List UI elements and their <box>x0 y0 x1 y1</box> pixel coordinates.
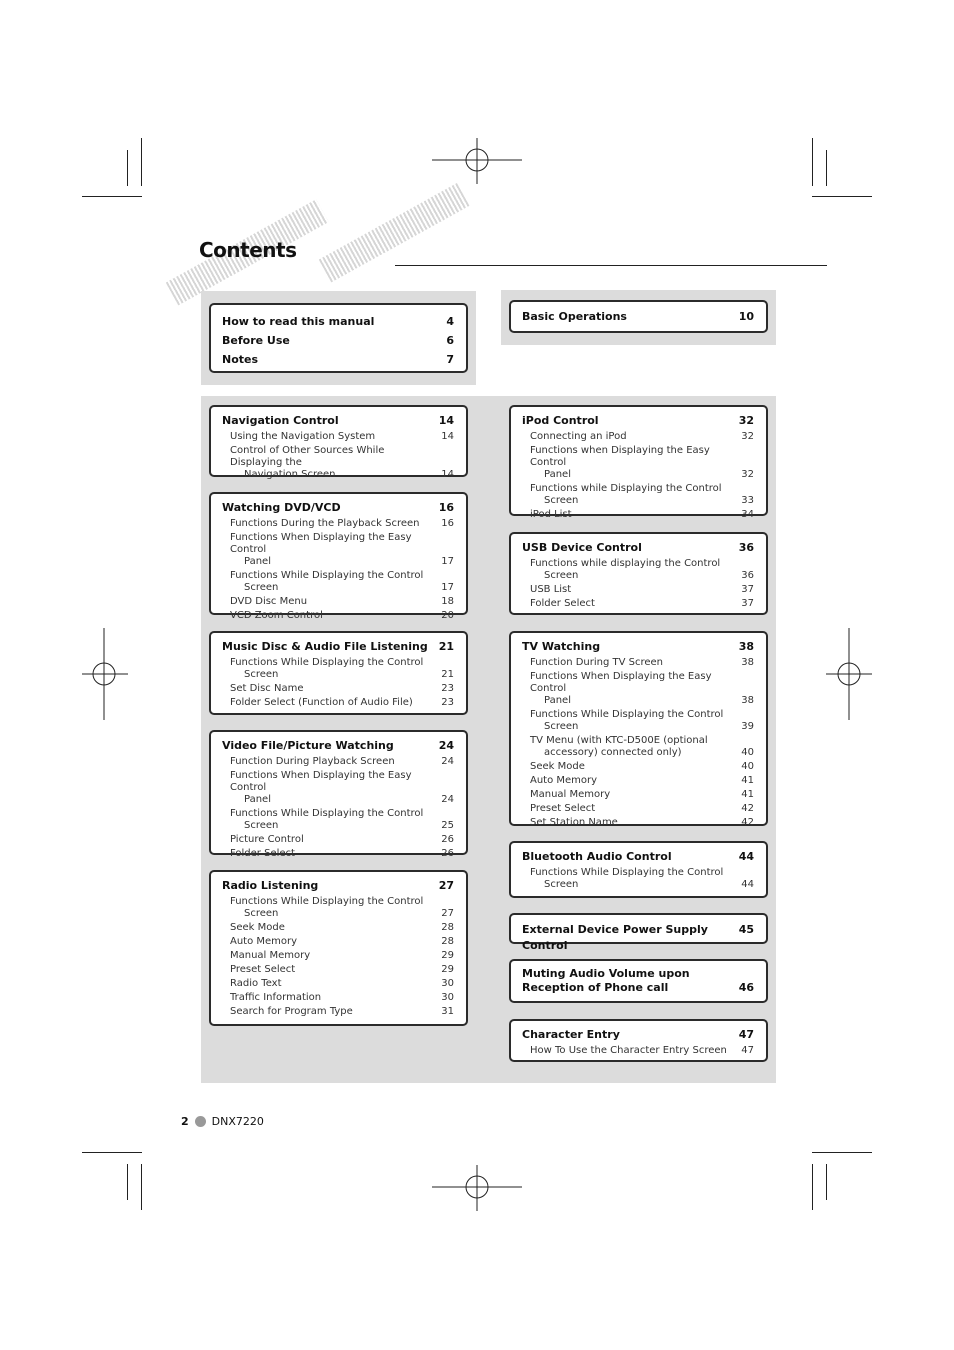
toc-subentry-page: 24 <box>441 756 454 767</box>
toc-subentry[interactable] <box>222 431 454 443</box>
toc-section-heading[interactable] <box>222 413 454 429</box>
crop-mark <box>812 1164 813 1210</box>
toc-subentry[interactable] <box>222 950 454 962</box>
toc-subentry-title <box>230 992 438 1004</box>
toc-subentry-page: 42 <box>741 817 754 828</box>
toc-subentry[interactable] <box>522 775 754 787</box>
toc-subentry-page: 41 <box>741 775 754 786</box>
toc-subentry[interactable] <box>222 518 454 530</box>
toc-section-page: 32 <box>738 414 754 427</box>
toc-subentry-line: iPod List <box>530 509 572 520</box>
toc-subentry-title <box>530 671 738 707</box>
toc-subentry-line: Search for Program Type <box>230 1006 353 1017</box>
toc-section-page: 47 <box>738 1028 754 1041</box>
toc-section-box <box>209 631 468 715</box>
toc-subentry[interactable] <box>222 808 454 832</box>
toc-subentry-title <box>530 1045 738 1057</box>
toc-subentry-title <box>530 789 738 801</box>
toc-subentry-line: Panel <box>544 469 571 480</box>
toc-intro-box <box>209 303 468 373</box>
toc-section-box <box>509 913 768 952</box>
toc-subentry-title <box>530 445 738 481</box>
title-rule <box>395 265 827 266</box>
toc-subentry[interactable] <box>522 671 754 707</box>
toc-subentry-line: Functions While Displaying the Control <box>230 808 424 819</box>
toc-subentry-title <box>230 518 438 530</box>
toc-subentry-page: 38 <box>741 657 754 668</box>
crop-mark <box>826 150 827 186</box>
crop-mark <box>141 1164 142 1210</box>
toc-section-heading[interactable] <box>222 500 454 516</box>
toc-subentry-line: Screen <box>544 721 579 732</box>
toc-entry[interactable] <box>522 307 754 326</box>
toc-section-heading[interactable] <box>522 967 754 995</box>
toc-subentry-title <box>230 950 438 962</box>
toc-subentry-title <box>530 775 738 787</box>
toc-subentry[interactable] <box>522 558 754 582</box>
toc-subentry-line: Auto Memory <box>530 775 598 786</box>
toc-subentry[interactable] <box>522 1045 754 1057</box>
toc-subentry-title <box>230 964 438 976</box>
toc-subentry[interactable] <box>222 657 454 681</box>
toc-subentry-page: 14 <box>441 469 454 480</box>
toc-subentry-line: Functions While Displaying the Control <box>530 709 724 720</box>
toc-subentry-line: Functions During the Playback Screen <box>230 518 420 529</box>
toc-subentry[interactable] <box>222 964 454 976</box>
toc-section-title: Bluetooth Audio Control <box>522 850 672 863</box>
toc-subentry-title <box>530 558 738 582</box>
toc-subentry-line: Preset Select <box>230 964 296 975</box>
registration-mark-icon <box>826 628 872 720</box>
toc-section-title: Watching DVD/VCD <box>222 501 341 514</box>
toc-section-heading[interactable] <box>222 738 454 754</box>
toc-subentry-page: 14 <box>441 431 454 442</box>
toc-section-page: 14 <box>438 414 454 427</box>
toc-subentry-title <box>230 570 438 594</box>
toc-section-box <box>509 532 768 615</box>
toc-section-title: iPod Control <box>522 414 599 427</box>
toc-section-box <box>509 631 768 826</box>
toc-section-box <box>209 870 468 1026</box>
toc-subentry-line: Seek Mode <box>530 761 585 772</box>
toc-subentry-line: Function During TV Screen <box>530 657 664 668</box>
toc-section-heading[interactable] <box>522 639 754 655</box>
toc-subentry[interactable] <box>222 978 454 990</box>
toc-subentry[interactable] <box>222 922 454 934</box>
toc-subentry-line: Traffic Information <box>230 992 322 1003</box>
toc-subentry-page: 25 <box>441 820 454 831</box>
crop-mark <box>826 1164 827 1200</box>
toc-subentry-page: 28 <box>441 922 454 933</box>
toc-subentry-line: Functions while Displaying the Control <box>530 483 722 494</box>
toc-subentry-page: 24 <box>441 794 454 805</box>
toc-subentry-title <box>530 509 738 521</box>
toc-subentry-page: 36 <box>741 570 754 581</box>
toc-subentry-title <box>230 834 438 846</box>
toc-section-box <box>509 959 768 1003</box>
toc-subentry-line: Connecting an iPod <box>530 431 627 442</box>
toc-subentry-page: 32 <box>741 431 754 442</box>
toc-subentry-title <box>230 532 438 568</box>
toc-subentry-page: 26 <box>441 848 454 859</box>
toc-subentry-page: 33 <box>741 495 754 506</box>
toc-section-title: Navigation Control <box>222 414 339 427</box>
toc-subentry-title <box>530 709 738 733</box>
toc-subentry[interactable] <box>522 709 754 733</box>
toc-section-box <box>209 730 468 859</box>
toc-subentry-title <box>230 657 438 681</box>
toc-subentry-page: 39 <box>741 721 754 732</box>
toc-subentry[interactable] <box>222 896 454 920</box>
toc-subentry-title <box>230 697 438 709</box>
toc-entry-page: 7 <box>446 353 454 366</box>
toc-subentry-line: Panel <box>244 556 271 567</box>
toc-subentry[interactable] <box>222 570 454 594</box>
toc-subentry-page: 27 <box>441 908 454 919</box>
toc-subentry-page: 40 <box>741 747 754 758</box>
toc-section-heading[interactable] <box>522 413 754 429</box>
toc-subentry-page: 37 <box>741 584 754 595</box>
toc-subentry[interactable] <box>222 445 454 481</box>
toc-subentry-page: 29 <box>441 964 454 975</box>
toc-subentry-line: Functions While Displaying the Control <box>230 570 424 581</box>
toc-subentry[interactable] <box>522 445 754 481</box>
toc-subentry-page: 23 <box>441 683 454 694</box>
toc-section-title: Radio Listening <box>222 879 319 892</box>
toc-subentry-line: Panel <box>244 794 271 805</box>
toc-section-title: Video File/Picture Watching <box>222 739 394 752</box>
toc-entry-page: 10 <box>738 310 754 323</box>
toc-section-title: USB Device Control <box>522 541 642 554</box>
toc-subentry-title <box>530 584 738 596</box>
toc-subentry-line: Functions when Displaying the Easy Control <box>530 445 710 468</box>
toc-entry[interactable] <box>222 312 454 331</box>
toc-subentry-title <box>230 610 438 622</box>
toc-subentry-line: TV Menu (with KTC-D500E (optional <box>530 735 708 746</box>
toc-entry[interactable] <box>222 350 454 369</box>
toc-subentry-page: 41 <box>741 789 754 800</box>
toc-subentry-line: Functions While Displaying the Control <box>530 867 724 878</box>
toc-subentry-title <box>230 922 438 934</box>
toc-subentry-line: Panel <box>544 695 571 706</box>
toc-subentry-line: Folder Select <box>530 598 595 609</box>
crop-mark <box>812 1152 872 1153</box>
toc-entry-page: 4 <box>446 315 454 328</box>
toc-section-heading[interactable] <box>522 540 754 556</box>
toc-subentry-page: 26 <box>441 834 454 845</box>
toc-section-title: TV Watching <box>522 640 601 653</box>
toc-subentry-line: Functions When Displaying the Easy Control <box>530 671 712 694</box>
toc-subentry-page: 18 <box>441 596 454 607</box>
toc-subentry-title <box>530 431 738 443</box>
toc-subentry[interactable] <box>522 803 754 815</box>
toc-subentry-line: Using the Navigation System <box>230 431 376 442</box>
toc-subentry[interactable] <box>222 532 454 568</box>
toc-subentry[interactable] <box>222 610 454 622</box>
toc-subentry[interactable] <box>222 992 454 1004</box>
toc-subentry[interactable] <box>222 683 454 695</box>
toc-subentry-line: Functions When Displaying the Easy Control <box>230 770 412 793</box>
toc-section-page: 24 <box>438 739 454 752</box>
toc-subentry-line: Seek Mode <box>230 922 285 933</box>
toc-subentry-title <box>530 483 738 507</box>
toc-subentry-page: 40 <box>741 761 754 772</box>
toc-subentry-line: Functions While Displaying the Control <box>230 657 424 668</box>
crop-mark <box>812 138 813 186</box>
toc-section-page: 38 <box>738 640 754 653</box>
toc-subentry-title <box>230 848 438 860</box>
toc-subentry-line: Auto Memory <box>230 936 298 947</box>
toc-section-page: 21 <box>438 640 454 653</box>
toc-subentry-page: 38 <box>741 695 754 706</box>
toc-subentry-line: Screen <box>244 582 279 593</box>
toc-section-title: Muting Audio Volume upon Reception of Phone call <box>522 967 690 994</box>
toc-subentry-title <box>230 445 438 481</box>
page-footer <box>181 1115 264 1128</box>
toc-subentry-line: Functions When Displaying the Easy Control <box>230 532 412 555</box>
toc-subentry-title <box>230 936 438 948</box>
toc-subentry-title <box>230 770 438 806</box>
toc-section-title: Music Disc & Audio File Listening <box>222 640 428 653</box>
registration-mark-icon <box>430 138 524 184</box>
toc-subentry-page: 42 <box>741 803 754 814</box>
toc-subentry-line: Functions while displaying the Control <box>530 558 721 569</box>
toc-subentry-page: 31 <box>441 1006 454 1017</box>
toc-subentry-page: 30 <box>441 992 454 1003</box>
toc-subentry[interactable] <box>522 598 754 610</box>
toc-subentry-line: Radio Text <box>230 978 282 989</box>
toc-section-box <box>209 405 468 480</box>
toc-subentry-line: DVD Disc Menu <box>230 596 308 607</box>
toc-subentry-title <box>530 817 738 829</box>
toc-subentry[interactable] <box>222 834 454 846</box>
toc-subentry-page: 21 <box>441 669 454 680</box>
toc-subentry[interactable] <box>522 657 754 669</box>
toc-subentry-title <box>230 683 438 695</box>
toc-section-page: 36 <box>738 541 754 554</box>
toc-subentry[interactable] <box>222 1006 454 1018</box>
toc-section-page: 27 <box>438 879 454 892</box>
page-title: Contents <box>199 238 297 262</box>
toc-section-box <box>509 405 768 520</box>
toc-subentry-line: Folder Select <box>230 848 295 859</box>
toc-subentry-line: Screen <box>244 908 279 919</box>
toc-section-heading[interactable] <box>522 922 754 954</box>
toc-section-box <box>209 492 468 621</box>
toc-section-heading[interactable] <box>222 639 454 655</box>
toc-subentry-page: 23 <box>441 697 454 708</box>
toc-subentry-line: Picture Control <box>230 834 304 845</box>
toc-subentry[interactable] <box>522 483 754 507</box>
toc-subentry-line: Screen <box>544 570 579 581</box>
toc-subentry-title <box>230 596 438 608</box>
toc-subentry-line: Control of Other Sources While Displaying the <box>230 445 385 468</box>
toc-subentry-line: Set Station Name <box>530 817 618 828</box>
toc-subentry-line: Screen <box>544 879 579 890</box>
crop-mark <box>127 1164 128 1200</box>
toc-entry-title: How to read this manual <box>222 315 375 328</box>
crop-mark <box>82 196 142 197</box>
toc-subentry[interactable] <box>522 735 754 759</box>
toc-entry-title: Basic Operations <box>522 310 627 323</box>
toc-subentry-title <box>530 657 738 669</box>
toc-subentry[interactable] <box>522 867 754 891</box>
toc-subentry-line: Screen <box>244 820 279 831</box>
toc-subentry-line: Function During Playback Screen <box>230 756 395 767</box>
toc-subentry-title <box>530 735 738 759</box>
toc-section-page: 45 <box>738 923 754 936</box>
crop-mark <box>141 138 142 186</box>
toc-subentry-page: 28 <box>441 936 454 947</box>
decorative-stripe <box>319 183 470 282</box>
toc-subentry-line: How To Use the Character Entry Screen <box>530 1045 727 1056</box>
toc-subentry[interactable] <box>522 584 754 596</box>
toc-section-page: 46 <box>738 981 754 994</box>
crop-mark <box>812 196 872 197</box>
toc-subentry-title <box>230 896 438 920</box>
toc-subentry-line: USB List <box>530 584 572 595</box>
toc-subentry-title <box>530 867 738 891</box>
toc-subentry[interactable] <box>222 697 454 709</box>
toc-subentry-page: 34 <box>741 509 754 520</box>
model-name: DNX7220 <box>211 1115 264 1128</box>
toc-section-heading[interactable] <box>522 849 754 865</box>
toc-section-heading[interactable] <box>222 878 454 894</box>
toc-subentry-page: 17 <box>441 582 454 593</box>
toc-subentry-page: 30 <box>441 978 454 989</box>
toc-subentry-line: Screen <box>244 669 279 680</box>
toc-section-box <box>509 1019 768 1062</box>
toc-subentry-line: Preset Select <box>530 803 596 814</box>
toc-subentry-page: 37 <box>741 598 754 609</box>
toc-subentry-title <box>530 803 738 815</box>
toc-subentry[interactable] <box>222 756 454 768</box>
toc-entry-title: Notes <box>222 353 259 366</box>
toc-subentry[interactable] <box>222 936 454 948</box>
toc-subentry-line: Folder Select (Function of Audio File) <box>230 697 413 708</box>
toc-subentry[interactable] <box>522 761 754 773</box>
toc-subentry[interactable] <box>222 770 454 806</box>
toc-subentry-page: 47 <box>741 1045 754 1056</box>
toc-entry-title: Before Use <box>222 334 290 347</box>
toc-subentry-line: accessory) connected only) <box>544 747 682 758</box>
toc-entry-page: 6 <box>446 334 454 347</box>
registration-mark-icon <box>430 1165 524 1211</box>
toc-subentry[interactable] <box>522 509 754 521</box>
toc-subentry-line: Set Disc Name <box>230 683 304 694</box>
toc-subentry-title <box>230 808 438 832</box>
toc-subentry-line: Manual Memory <box>530 789 611 800</box>
page-number: 2 <box>181 1115 189 1128</box>
toc-basic-operations-box <box>509 300 768 333</box>
toc-subentry-page: 44 <box>741 879 754 890</box>
crop-mark <box>82 1152 142 1153</box>
toc-subentry-line: Manual Memory <box>230 950 311 961</box>
registration-mark-icon <box>82 628 128 720</box>
toc-subentry-page: 29 <box>441 950 454 961</box>
toc-section-title: Character Entry <box>522 1028 620 1041</box>
toc-subentry[interactable] <box>522 817 754 829</box>
toc-subentry[interactable] <box>222 596 454 608</box>
toc-section-title: External Device Power Supply Control <box>522 923 708 952</box>
toc-subentry-title <box>230 431 438 443</box>
crop-mark <box>127 150 128 186</box>
toc-subentry-title <box>230 978 438 990</box>
bullet-dot-icon <box>195 1116 206 1127</box>
toc-subentry[interactable] <box>522 431 754 443</box>
toc-subentry-page: 17 <box>441 556 454 567</box>
toc-subentry-title <box>230 756 438 768</box>
toc-subentry[interactable] <box>222 848 454 860</box>
toc-subentry-page: 20 <box>441 610 454 621</box>
toc-subentry-line: Functions While Displaying the Control <box>230 896 424 907</box>
toc-section-page: 16 <box>438 501 454 514</box>
toc-section-box <box>509 841 768 898</box>
toc-subentry-title <box>530 598 738 610</box>
toc-subentry-page: 32 <box>741 469 754 480</box>
toc-subentry-title <box>230 1006 438 1018</box>
toc-subentry-page: 16 <box>441 518 454 529</box>
toc-subentry-line: VCD Zoom Control <box>230 610 323 621</box>
toc-subentry-line: Navigation Screen <box>244 469 336 480</box>
toc-section-heading[interactable] <box>522 1027 754 1043</box>
toc-subentry[interactable] <box>522 789 754 801</box>
toc-entry[interactable] <box>222 331 454 350</box>
toc-section-page: 44 <box>738 850 754 863</box>
toc-subentry-title <box>530 761 738 773</box>
toc-subentry-line: Screen <box>544 495 579 506</box>
